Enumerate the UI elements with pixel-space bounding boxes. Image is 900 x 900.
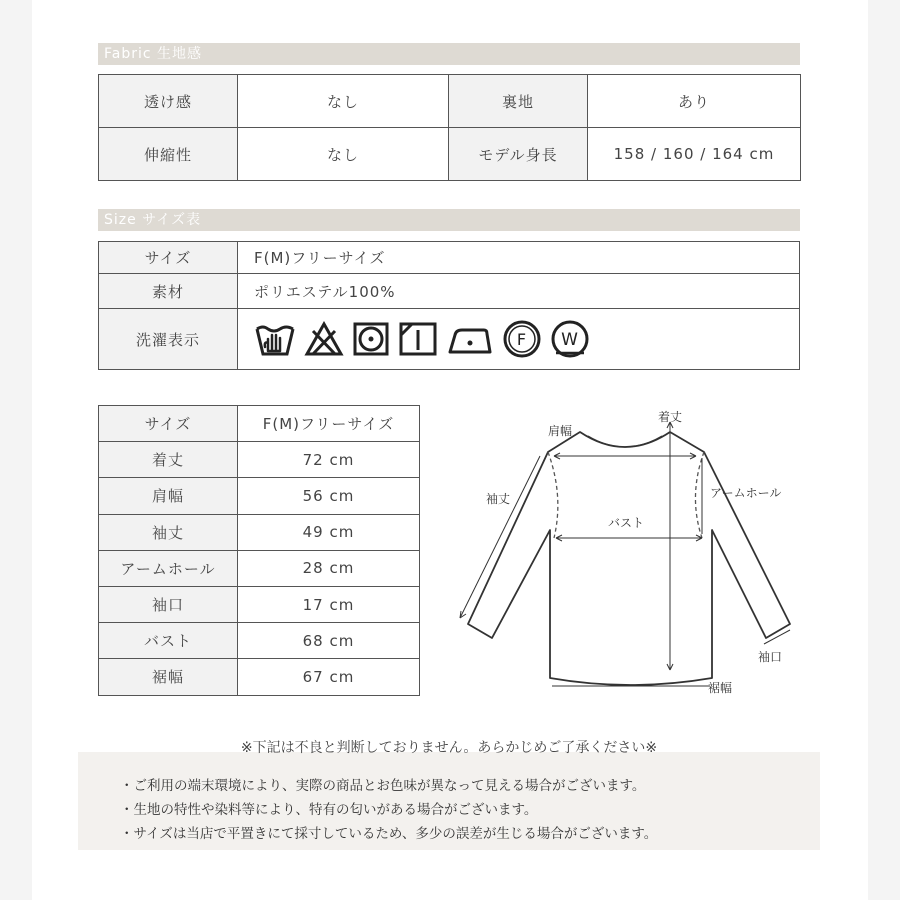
material-value: ポリエステル100% <box>238 274 800 309</box>
table-row <box>99 623 420 659</box>
fabric-label: モデル身長 <box>449 128 588 181</box>
measure-label: バスト <box>99 623 238 659</box>
label-armhole: アームホール <box>710 486 782 500</box>
notes-title: ※下記は不良と判断しておりません。あらかじめご了承ください※ <box>240 740 658 756</box>
measure-label: アームホール <box>99 550 238 586</box>
fabric-label: 裏地 <box>449 75 588 128</box>
care-label: 洗濯表示 <box>99 309 238 370</box>
no-bleach-icon <box>304 321 344 357</box>
measure-label: 袖口 <box>99 586 238 622</box>
measure-header-label: サイズ <box>99 406 238 442</box>
note-line: ・生地の特性や染料等により、特有の匂いがある場合がございます。 <box>120 802 538 818</box>
table-row <box>99 478 420 514</box>
hand-wash-icon <box>254 321 296 357</box>
notes-box <box>78 752 820 850</box>
table-row <box>99 514 420 550</box>
size-info-table <box>98 241 800 370</box>
fabric-value: なし <box>238 128 449 181</box>
table-row <box>99 550 420 586</box>
size-section-header: Size サイズ表 <box>98 209 800 231</box>
label-bust: バスト <box>608 516 645 530</box>
material-label: 素材 <box>99 274 238 309</box>
measure-value: 49 cm <box>238 514 420 550</box>
table-row <box>99 406 420 442</box>
note-line: ・サイズは当店で平置きにて採寸しているため、多少の誤差が生じる場合がございます。 <box>120 826 658 842</box>
fabric-label: 伸縮性 <box>99 128 238 181</box>
size-label: サイズ <box>99 242 238 274</box>
line-dry-shade-icon <box>398 321 438 357</box>
care-icons <box>254 319 799 359</box>
note-line: ・ご利用の端末環境により、実際の商品とお色味が異なって見える場合がございます。 <box>120 778 646 794</box>
table-row <box>99 128 801 181</box>
wet-clean-letter: W <box>561 330 579 350</box>
iron-icon <box>446 321 494 357</box>
care-icons-cell <box>238 309 800 370</box>
garment-diagram <box>440 400 800 700</box>
measure-value: 56 cm <box>238 478 420 514</box>
label-sleeve: 袖丈 <box>486 492 511 506</box>
label-shoulder: 肩幅 <box>548 424 573 438</box>
fabric-value: 158 / 160 / 164 cm <box>588 128 801 181</box>
measure-label: 裾幅 <box>99 659 238 695</box>
shirt-outline <box>440 400 800 700</box>
fabric-value: あり <box>588 75 801 128</box>
table-row <box>99 586 420 622</box>
measure-label: 着丈 <box>99 442 238 478</box>
measure-label: 袖丈 <box>99 514 238 550</box>
table-row <box>99 274 800 309</box>
measure-value: 17 cm <box>238 586 420 622</box>
table-row <box>99 442 420 478</box>
measure-label: 肩幅 <box>99 478 238 514</box>
table-row <box>99 75 801 128</box>
fabric-value: なし <box>238 75 449 128</box>
dry-clean-f-icon <box>502 319 542 359</box>
measure-value: 68 cm <box>238 623 420 659</box>
fabric-table <box>98 74 801 181</box>
size-value: F(M)フリーサイズ <box>238 242 800 274</box>
table-row <box>99 659 420 695</box>
label-length: 着丈 <box>658 410 683 424</box>
wet-clean-w-icon <box>550 319 590 359</box>
measure-value: 28 cm <box>238 550 420 586</box>
label-cuff: 袖口 <box>758 650 783 664</box>
measure-value: 67 cm <box>238 659 420 695</box>
measurement-table <box>98 405 420 696</box>
fabric-section-header: Fabric 生地感 <box>98 43 800 65</box>
measure-value: 72 cm <box>238 442 420 478</box>
measure-header-value: F(M)フリーサイズ <box>238 406 420 442</box>
dry-clean-letter: F <box>516 330 528 349</box>
tumble-dry-icon <box>352 321 390 357</box>
table-row <box>99 309 800 370</box>
table-row <box>99 242 800 274</box>
label-hem: 裾幅 <box>708 681 733 695</box>
fabric-label: 透け感 <box>99 75 238 128</box>
